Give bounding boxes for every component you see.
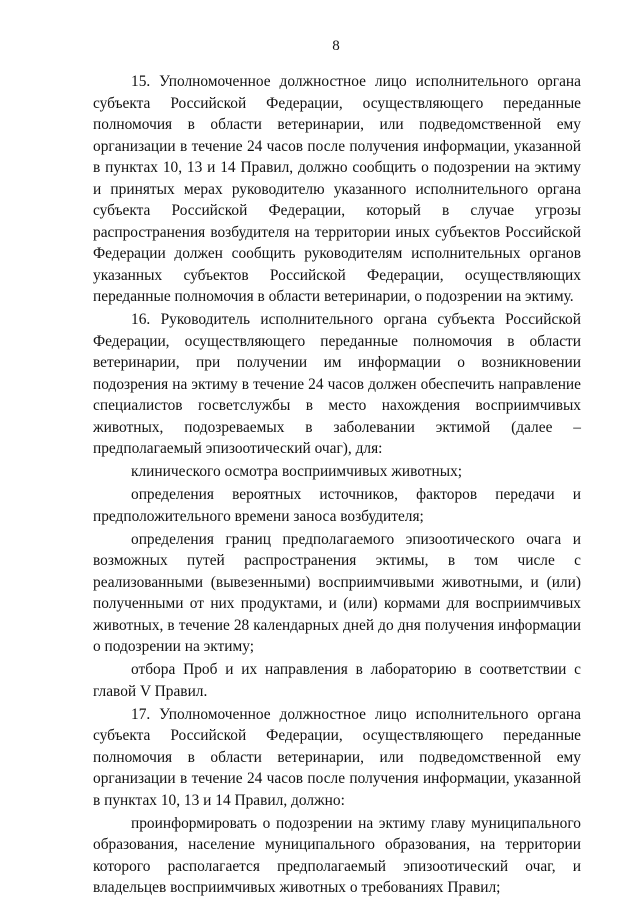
list-item-borders-determination: определения границ предполагаемого эпизоотического очага и возможных путей распространения эктимы, в том числе с реализованными (вывезенными) восприимчивыми животными, и (или) полученными от них продуктами, и (или) кормами для восприимчивых животных, в течение 28 календарных дней до дня получения информации о подозрении на эктиму; [93,530,581,655]
page-number: 8 [332,38,340,54]
list-item-samples-collection: отбора Проб и их направления в лабораторию в соответствии с главой V Правил. [93,661,581,700]
paragraph-16: 16. Руководитель исполнительного органа субъекта Российской Федерации, осуществляющего переданные полномочия в области ветеринарии, при получении им информации о возникновении подозрения на эктиму в течение 24 часов должен обеспечить направление специалистов госветслужбы в место нахождения восприимчивых животных, подозреваемых в заболевании эктимой (далее – предполагаемый эпизоотический очаг), для: [93,311,581,457]
paragraph-15: 15. Уполномоченное должностное лицо исполнительного органа субъекта Российской Федерации, осуществляющего переданные полномочия в области ветеринарии, или подведомственной ему организации в течение 24 часов после получения информации, указанной в пунктах 10, 13 и 14 Правил, должно сообщить о подозрении на эктиму и принятых мерах руководителю указанного исполнительного органа субъекта Российской Федерации, который в случае угрозы распространения возбудителя на территории иных субъектов Российской Федерации должен сообщить руководителям исполнительных органов указанных субъектов Российской Федерации, осуществляющих переданные полномочия в области ветеринарии, о подозрении на эктиму. [93,73,581,305]
list-item-inform-authorities: проинформировать о подозрении на эктиму главу муниципального образования, население муниципального образования, на территории которого располагается предполагаемый эпизоотический очаг, и владельцев восприимчивых животных о требованиях Правил; [93,814,581,896]
document-body [93,71,581,900]
paragraph-17: 17. Уполномоченное должностное лицо исполнительного органа субъекта Российской Федерации, осуществляющего переданные полномочия в области ветеринарии, или подведомственной ему организации в течение 24 часов после получения информации, указанной в пунктах 10, 13 и 14 Правил, должно: [93,705,581,809]
list-item-clinical-inspection: клинического осмотра восприимчивых животных; [131,463,463,480]
list-item-sources-determination: определения вероятных источников, факторов передачи и предположительного времени заноса возбудителя; [93,486,581,525]
